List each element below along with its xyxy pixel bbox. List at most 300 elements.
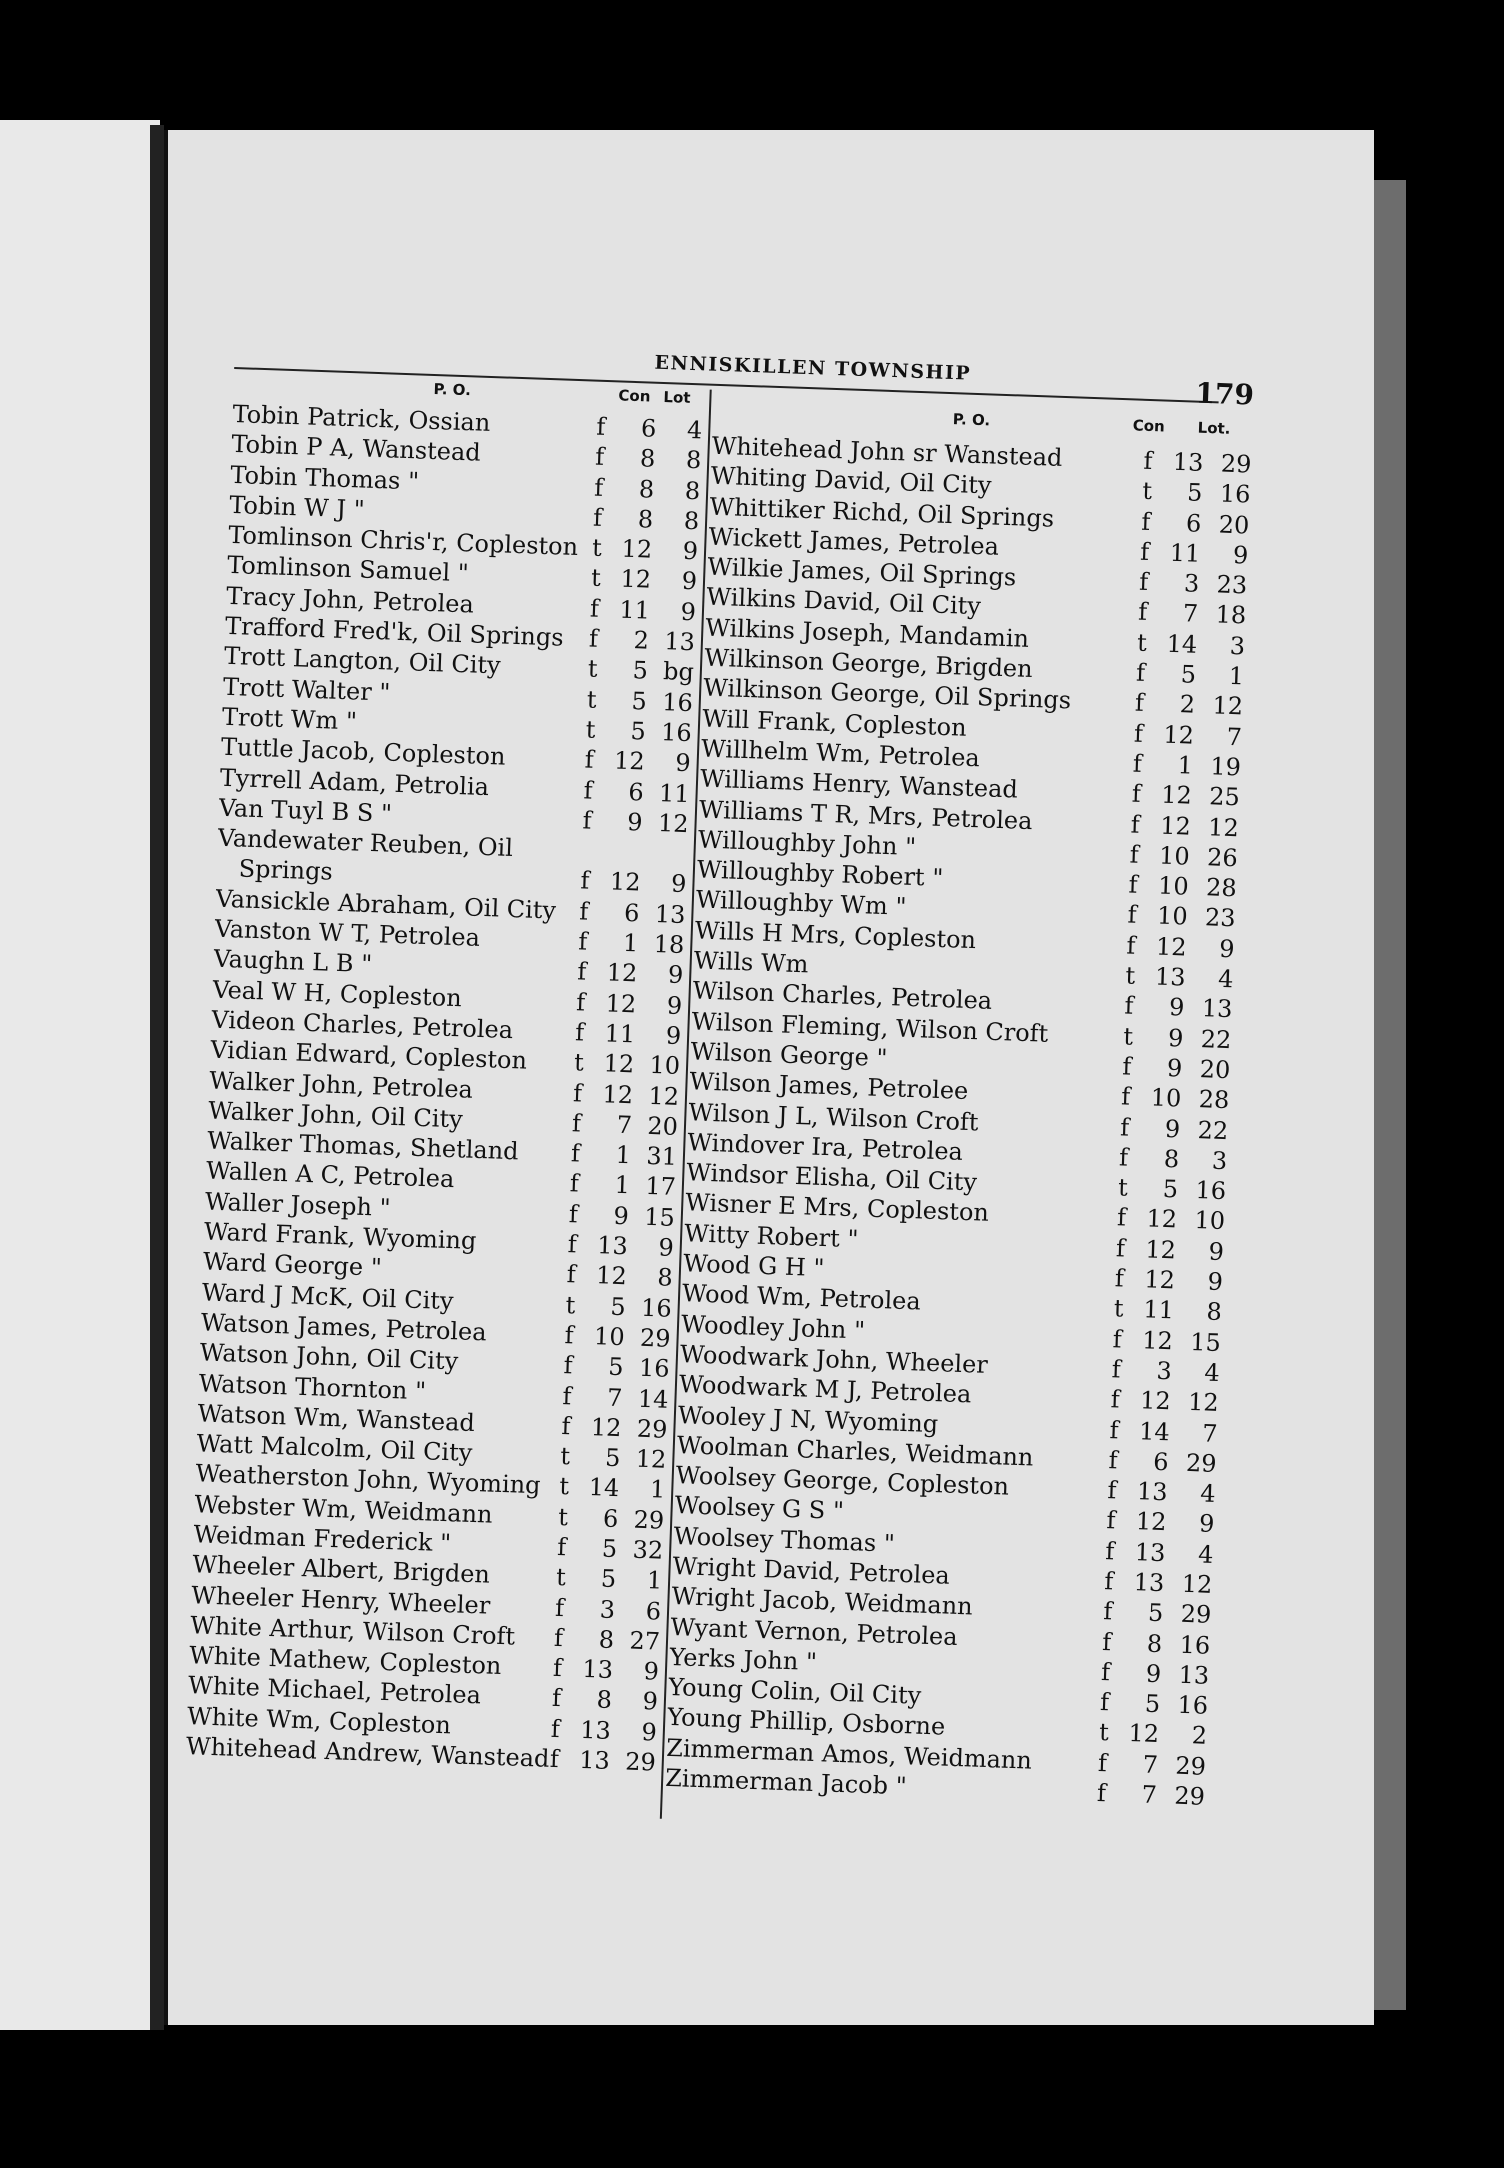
concession-number: 9 xyxy=(626,807,644,837)
lot-number: 13 xyxy=(663,627,696,657)
entry-name: Ward George " xyxy=(202,1247,383,1282)
concession-number: 12 xyxy=(1135,1507,1167,1537)
tenure-code: f xyxy=(570,1139,581,1168)
tenure-code: f xyxy=(583,776,594,805)
concession-number: 1 xyxy=(615,1140,632,1170)
concession-number: 14 xyxy=(588,1473,620,1503)
concession-number: 5 xyxy=(601,1534,618,1564)
lot-number: 16 xyxy=(1219,479,1251,509)
entry-name: Wright David, Petrolea xyxy=(672,1552,951,1590)
entry-name: Van Tuyl B S " xyxy=(218,793,393,828)
entry-name: Will Frank, Copleston xyxy=(701,704,968,742)
entry-name: Vaughn L B " xyxy=(213,944,373,979)
tenure-code: f xyxy=(566,1260,577,1289)
entry-name: Trafford Fred'k, Oil Springs xyxy=(224,611,565,652)
entry-name: Whiting David, Oil City xyxy=(710,461,992,500)
entry-name: Wilson George " xyxy=(690,1037,888,1073)
concession-number: 8 xyxy=(639,444,656,474)
concession-number: 2 xyxy=(1179,690,1196,720)
concession-number: 7 xyxy=(1182,599,1199,629)
entry-name: Tracy John, Petrolea xyxy=(225,581,475,619)
entry-name: Tomlinson Samuel " xyxy=(226,551,470,588)
lot-number: 12 xyxy=(1207,812,1240,842)
concession-number: 3 xyxy=(1183,569,1200,598)
tenure-code: f xyxy=(564,1321,575,1350)
entry-name: Walker Thomas, Shetland xyxy=(206,1126,520,1166)
tenure-code: f xyxy=(572,1078,583,1108)
entry-name: Woodley John " xyxy=(680,1309,866,1345)
lot-number: 9 xyxy=(1218,934,1236,963)
concession-number: 9 xyxy=(613,1201,630,1230)
lot-number: 4 xyxy=(1197,1540,1214,1569)
lot-number: 22 xyxy=(1197,1115,1229,1145)
lot-number: 9 xyxy=(1232,540,1249,570)
tenure-code: f xyxy=(1128,870,1139,899)
concession-number: 6 xyxy=(602,1504,619,1533)
entry-name: Wheeler Albert, Brigden xyxy=(191,1550,491,1589)
entry-name: Windsor Elisha, Oil City xyxy=(685,1158,978,1197)
lot-number: 3 xyxy=(1211,1146,1228,1175)
lot-number: 9 xyxy=(657,1233,675,1262)
tenure-code: f xyxy=(576,957,587,986)
entry-name: Walker John, Petrolea xyxy=(208,1066,474,1104)
entry-name: Willoughby Wm " xyxy=(695,885,907,922)
entry-name: Woodwark M J, Petrolea xyxy=(678,1370,972,1409)
entry-name: Watson Wm, Wanstead xyxy=(197,1399,476,1437)
lot-number: 8 xyxy=(684,476,701,505)
lot-number: 29 xyxy=(1220,449,1252,479)
concession-number: 7 xyxy=(1141,1780,1158,1810)
entry-name: Waller Joseph " xyxy=(204,1187,392,1222)
concession-number: 11 xyxy=(604,1019,636,1049)
tenure-code: f xyxy=(1127,900,1138,930)
entry-name: Veal W H, Copleston xyxy=(212,975,463,1012)
lot-number: 2 xyxy=(1191,1721,1208,1751)
tenure-code: f xyxy=(549,1744,560,1774)
entry-name: Wood Wm, Petrolea xyxy=(681,1279,922,1316)
entry-name: Tobin P A, Wanstead xyxy=(231,430,482,467)
concession-number: 8 xyxy=(637,505,654,534)
entry-name: Tuttle Jacob, Copleston xyxy=(220,733,506,771)
lot-number: 12 xyxy=(1211,691,1244,721)
entry-name: Wallen A C, Petrolea xyxy=(205,1156,455,1194)
tenure-code: f xyxy=(1121,1052,1132,1081)
concession-number: 9 xyxy=(1167,1023,1184,1053)
entry-name: Willoughby Robert " xyxy=(696,855,944,893)
page-number: 179 xyxy=(1194,376,1255,412)
lot-number: 4 xyxy=(1203,1358,1221,1387)
tenure-code: f xyxy=(575,987,586,1017)
tenure-code: f xyxy=(1103,1567,1114,1596)
lot-number: 20 xyxy=(646,1111,679,1141)
entry-name: Wilkinson George, Brigden xyxy=(703,643,1034,684)
tenure-code: f xyxy=(1138,567,1149,597)
tenure-code: f xyxy=(1099,1688,1110,1717)
concession-number: 5 xyxy=(1144,1689,1161,1719)
tenure-code: f xyxy=(1111,1355,1122,1384)
concession-number: 8 xyxy=(1163,1144,1180,1174)
concession-number: 7 xyxy=(1142,1750,1159,1779)
entry-name: Zimmerman Jacob " xyxy=(664,1763,908,1801)
concession-number: 6 xyxy=(1185,508,1202,538)
entry-name: Woodwark John, Wheeler xyxy=(679,1340,989,1379)
lot-number: 16 xyxy=(1177,1690,1209,1720)
tenure-code: f xyxy=(592,503,603,532)
entry-name: Woolsey George, Copleston xyxy=(675,1461,1010,1501)
entry-name: Williams T R, Mrs, Petrolea xyxy=(698,795,1033,835)
lot-number: 8 xyxy=(683,506,700,536)
tenure-code: f xyxy=(1100,1657,1111,1687)
tenure-code: t xyxy=(1117,1173,1129,1202)
lot-number: 6 xyxy=(645,1596,662,1626)
entry-name: Vandewater Reuben, Oil xyxy=(217,823,514,863)
entry-name: Woolsey G S " xyxy=(674,1491,845,1526)
tenure-code: f xyxy=(569,1169,580,1198)
concession-number: 12 xyxy=(613,746,646,776)
concession-number: 10 xyxy=(593,1322,626,1352)
entry-name: Webster Wm, Weidmann xyxy=(194,1489,494,1529)
tenure-code: f xyxy=(589,594,600,623)
tenure-code: f xyxy=(1096,1779,1107,1808)
tenure-code: f xyxy=(595,412,606,441)
lot-number: 9 xyxy=(674,748,692,778)
concession-number: 2 xyxy=(633,626,650,655)
entry-name: Walker John, Oil City xyxy=(207,1096,464,1134)
entry-name: Wilson Charles, Petrolea xyxy=(692,976,993,1016)
entry-name: Whittiker Richd, Oil Springs xyxy=(709,492,1055,533)
tenure-code: f xyxy=(554,1593,565,1622)
tenure-code: f xyxy=(594,442,605,472)
lot-number: 9 xyxy=(1208,1237,1225,1266)
lot-number: 29 xyxy=(1185,1448,1218,1478)
concession-number: 12 xyxy=(1146,1204,1178,1234)
tenure-code: f xyxy=(568,1199,579,1229)
tenure-code: f xyxy=(1118,1143,1129,1172)
entry-name: Vanston W T, Petrolea xyxy=(214,914,481,952)
tenure-code: f xyxy=(1104,1536,1115,1566)
entry-name: Wood G H " xyxy=(682,1249,825,1283)
concession-number: 3 xyxy=(599,1595,616,1624)
entry-name: Whitehead John sr Wanstead xyxy=(711,431,1063,472)
concession-number: 1 xyxy=(622,928,639,958)
lot-number: 9 xyxy=(665,1021,682,1050)
lot-number: 18 xyxy=(653,930,685,960)
lot-number: 29 xyxy=(633,1505,665,1535)
tenure-code: f xyxy=(1097,1748,1108,1778)
tenure-code: f xyxy=(588,624,599,653)
tenure-code: f xyxy=(1137,598,1148,627)
tenure-code: t xyxy=(585,715,596,744)
entry-name: Wilkinson George, Oil Springs xyxy=(702,673,1072,715)
tenure-code: f xyxy=(563,1351,573,1380)
entry-name: White Michael, Petrolea xyxy=(187,1671,482,1710)
entry-name: Zimmerman Amos, Weidmann xyxy=(665,1733,1033,1775)
lot-number: 14 xyxy=(637,1384,669,1414)
entry-name: Young Colin, Oil City xyxy=(667,1673,922,1710)
concession-number: 5 xyxy=(1180,660,1197,689)
concession-number: 10 xyxy=(1156,901,1189,932)
tenure-code: f xyxy=(1119,1112,1130,1142)
tenure-code: t xyxy=(1122,1022,1134,1051)
tenure-code: f xyxy=(1139,537,1150,566)
lot-number: 10 xyxy=(649,1051,681,1081)
entry-name: Ward J McK, Oil City xyxy=(201,1278,454,1315)
tenure-code: t xyxy=(1098,1718,1110,1747)
entry-name: Wilkins Joseph, Mandamin xyxy=(704,613,1030,653)
entry-name: Williams Henry, Wanstead xyxy=(699,764,1019,804)
concession-number: 13 xyxy=(1154,962,1186,992)
entry-name: Young Phillip, Osborne xyxy=(666,1703,946,1742)
tenure-code: t xyxy=(559,1442,571,1471)
lot-number: 4 xyxy=(1199,1479,1216,1509)
lot-number: 17 xyxy=(644,1172,677,1202)
tenure-code: f xyxy=(1132,749,1143,778)
lot-number: 13 xyxy=(654,899,686,929)
concession-number: 12 xyxy=(603,1049,635,1079)
right-con-header: Con xyxy=(1132,416,1166,436)
lot-number: 11 xyxy=(658,778,691,808)
tenure-code: f xyxy=(1101,1627,1112,1656)
right-lot-header: Lot. xyxy=(1197,418,1231,438)
concession-number: 9 xyxy=(1168,993,1185,1022)
concession-number: 13 xyxy=(596,1231,629,1261)
entry-name: Watt Malcolm, Oil City xyxy=(196,1429,473,1468)
concession-number: 12 xyxy=(1139,1386,1172,1416)
lot-number: 25 xyxy=(1208,782,1241,812)
concession-number: 12 xyxy=(606,958,638,988)
concession-number: 1 xyxy=(614,1171,631,1200)
entry-name: Windover Ira, Petrolea xyxy=(686,1128,964,1166)
book-gutter xyxy=(150,125,164,2030)
lot-number: 9 xyxy=(667,960,684,990)
tenure-code: f xyxy=(1106,1506,1116,1535)
entry-name: Witty Robert " xyxy=(683,1218,859,1254)
lot-number: 12 xyxy=(657,808,690,838)
lot-number: 18 xyxy=(1215,600,1247,630)
lot-number: 9 xyxy=(642,1687,659,1717)
tenure-code: f xyxy=(1115,1234,1126,1263)
tenure-code: f xyxy=(553,1623,564,1653)
concession-number: 13 xyxy=(579,1715,612,1745)
entry-name: Wilkie James, Oil Springs xyxy=(707,552,1017,592)
concession-number: 13 xyxy=(1134,1537,1166,1567)
lot-number: 29 xyxy=(1174,1751,1207,1781)
entry-name: Willoughby John " xyxy=(697,825,917,861)
left-lot-header: Lot xyxy=(663,387,691,407)
entry-name: Wisner E Mrs, Copleston xyxy=(684,1188,990,1228)
lot-number: 9 xyxy=(1207,1267,1224,1297)
lot-number: 28 xyxy=(1205,873,1238,903)
entry-name: Trott Walter " xyxy=(222,672,391,707)
lot-number: 16 xyxy=(1179,1630,1211,1660)
lot-number: 8 xyxy=(1206,1297,1223,1327)
entry-name: Willhelm Wm, Petrolea xyxy=(700,734,981,773)
concession-number: 9 xyxy=(1164,1114,1181,1143)
tenure-code: f xyxy=(556,1532,567,1562)
entry-name: Tobin W J " xyxy=(228,490,366,524)
concession-number: 5 xyxy=(607,1352,625,1382)
entry-name: Tobin Thomas " xyxy=(229,460,420,496)
concession-number: 9 xyxy=(1145,1659,1162,1688)
concession-number: 5 xyxy=(1162,1175,1179,1204)
right-column xyxy=(665,432,1252,1813)
lot-number: 9 xyxy=(681,567,698,596)
lot-number: 15 xyxy=(643,1202,676,1232)
tenure-code: f xyxy=(571,1109,582,1138)
right-po-header: P. O. xyxy=(952,410,991,430)
tenure-code: f xyxy=(1120,1082,1131,1111)
tenure-code: t xyxy=(558,1472,570,1501)
page-title: ENNISKILLEN TOWNSHIP xyxy=(654,351,972,385)
lot-number: 3 xyxy=(1229,631,1246,661)
entry-name: Watson James, Petrolea xyxy=(200,1308,488,1347)
lot-number: bg xyxy=(662,657,695,687)
left-column xyxy=(185,400,702,1779)
tenure-code: f xyxy=(1126,931,1136,960)
tenure-code: t xyxy=(573,1048,585,1077)
entry-name: Tobin Patrick, Ossian xyxy=(232,399,491,437)
concession-number: 8 xyxy=(598,1625,615,1654)
tenure-code: f xyxy=(1114,1264,1125,1293)
lot-number: 29 xyxy=(636,1414,668,1444)
lot-number: 1 xyxy=(1228,661,1245,691)
lot-number: 1 xyxy=(649,1475,666,1505)
entry-name: Weatherston John, Wyoming xyxy=(195,1459,542,1500)
lot-number: 32 xyxy=(632,1535,664,1565)
entry-name: Springs xyxy=(238,854,334,887)
tenure-code: f xyxy=(1109,1415,1120,1444)
lot-number: 13 xyxy=(1178,1660,1210,1690)
lot-number: 10 xyxy=(1193,1206,1226,1236)
tenure-code: f xyxy=(574,1018,585,1047)
entry-name: White Mathew, Copleston xyxy=(188,1641,502,1681)
concession-number: 10 xyxy=(1157,871,1190,901)
entry-name: Weidman Frederick " xyxy=(192,1520,452,1558)
tenure-code: f xyxy=(578,897,589,926)
tenure-code: f xyxy=(1102,1597,1113,1626)
tenure-code: f xyxy=(550,1714,561,1743)
tenure-code: t xyxy=(1141,477,1153,506)
entry-name: Wills H Mrs, Copleston xyxy=(694,916,977,954)
lot-number: 8 xyxy=(656,1263,674,1293)
lot-number: 28 xyxy=(1198,1085,1230,1115)
lot-number: 13 xyxy=(1201,994,1233,1024)
lot-number xyxy=(641,861,687,863)
tenure-code: f xyxy=(1135,658,1146,688)
entry-name: Trott Wm " xyxy=(221,702,358,736)
concession-number: 13 xyxy=(578,1745,611,1775)
concession-number: 5 xyxy=(1147,1598,1164,1628)
entry-name: White Wm, Copleston xyxy=(186,1701,452,1740)
entry-name: Wilkins David, Oil City xyxy=(706,583,982,621)
tenure-code: t xyxy=(565,1290,576,1320)
tenure-code: f xyxy=(552,1654,563,1683)
entry-name: Trott Langton, Oil City xyxy=(223,642,502,680)
lot-number: 9 xyxy=(1198,1509,1215,1539)
lot-number: 12 xyxy=(635,1444,667,1474)
tenure-code: f xyxy=(1140,507,1151,536)
tenure-code: f xyxy=(1131,779,1142,809)
entry-name: Tomlinson Chris'r, Copleston xyxy=(227,521,579,562)
concession-number: 9 xyxy=(1166,1053,1183,1083)
entry-name: Vidian Edward, Copleston xyxy=(209,1035,528,1075)
concession-number: 12 xyxy=(1160,780,1193,810)
concession-number: 12 xyxy=(1141,1325,1174,1355)
entry-name: White Arthur, Wilson Croft xyxy=(189,1611,516,1651)
entry-name: Wilson Fleming, Wilson Croft xyxy=(691,1006,1049,1048)
lot-number: 7 xyxy=(1226,722,1243,752)
concession-number: 10 xyxy=(1158,841,1191,871)
concession-number: 14 xyxy=(1138,1416,1171,1446)
concession-number: 7 xyxy=(606,1383,623,1412)
concession-number: 13 xyxy=(1133,1568,1165,1598)
entry-name: Tyrrell Adam, Petrolia xyxy=(219,763,490,801)
entry-name: Wills Wm xyxy=(693,946,809,979)
tenure-code: t xyxy=(1125,961,1136,990)
concession-number: 14 xyxy=(1166,629,1198,659)
lot-number: 27 xyxy=(628,1626,661,1656)
adjacent-page xyxy=(0,120,160,2030)
tenure-code: t xyxy=(591,533,603,563)
concession-number: 5 xyxy=(609,1292,627,1321)
tenure-code: f xyxy=(551,1684,562,1713)
lot-number: 31 xyxy=(645,1141,678,1172)
tenure-code: f xyxy=(593,473,604,502)
concession-number: 13 xyxy=(1172,447,1204,477)
concession-number: 12 xyxy=(1128,1719,1160,1749)
entry-name: Wilson James, Petrolee xyxy=(689,1067,969,1106)
lot-number: 12 xyxy=(648,1081,680,1111)
lot-number: 16 xyxy=(638,1353,671,1383)
tenure-code: t xyxy=(557,1502,569,1532)
tenure-code: f xyxy=(1110,1385,1121,1414)
concession-number: 5 xyxy=(631,686,648,716)
entry-name: Wyant Vernon, Petrolea xyxy=(670,1612,959,1651)
lot-number: 4 xyxy=(1217,964,1234,994)
concession-number: 8 xyxy=(596,1685,613,1715)
page-edge-strip xyxy=(1370,180,1406,2010)
lot-number: 29 xyxy=(624,1747,657,1777)
left-po-header: P. O. xyxy=(433,379,472,400)
lot-number: 26 xyxy=(1206,843,1239,873)
concession-number: 12 xyxy=(1159,811,1192,841)
concession-number: 12 xyxy=(1155,932,1188,962)
tenure-code: f xyxy=(1143,446,1153,476)
tenure-code: f xyxy=(1134,689,1145,718)
lot-number: 29 xyxy=(639,1323,672,1353)
concession-number: 11 xyxy=(618,595,651,625)
lot-number: 20 xyxy=(1199,1055,1231,1085)
tenure-code: f xyxy=(562,1381,572,1410)
lot-number: 23 xyxy=(1216,570,1248,600)
tenure-code: f xyxy=(560,1411,571,1441)
tenure-code: t xyxy=(590,564,602,593)
tenure-code: f xyxy=(584,745,595,775)
lot-number: 16 xyxy=(660,718,693,748)
entry-name: Wooley J N, Wyoming xyxy=(677,1400,939,1438)
concession-number: 8 xyxy=(1146,1629,1163,1658)
lot-number: 9 xyxy=(641,1717,658,1747)
lot-number: 9 xyxy=(682,536,699,566)
concession-number: 11 xyxy=(1169,538,1201,568)
concession-number xyxy=(607,859,641,860)
tenure-code: t xyxy=(586,685,597,714)
concession-number: 6 xyxy=(1152,1447,1170,1477)
concession-number: 6 xyxy=(640,414,657,443)
concession-number: 5 xyxy=(600,1564,617,1594)
entry-name: Watson John, Oil City xyxy=(199,1338,459,1376)
lot-number: 16 xyxy=(661,687,694,717)
